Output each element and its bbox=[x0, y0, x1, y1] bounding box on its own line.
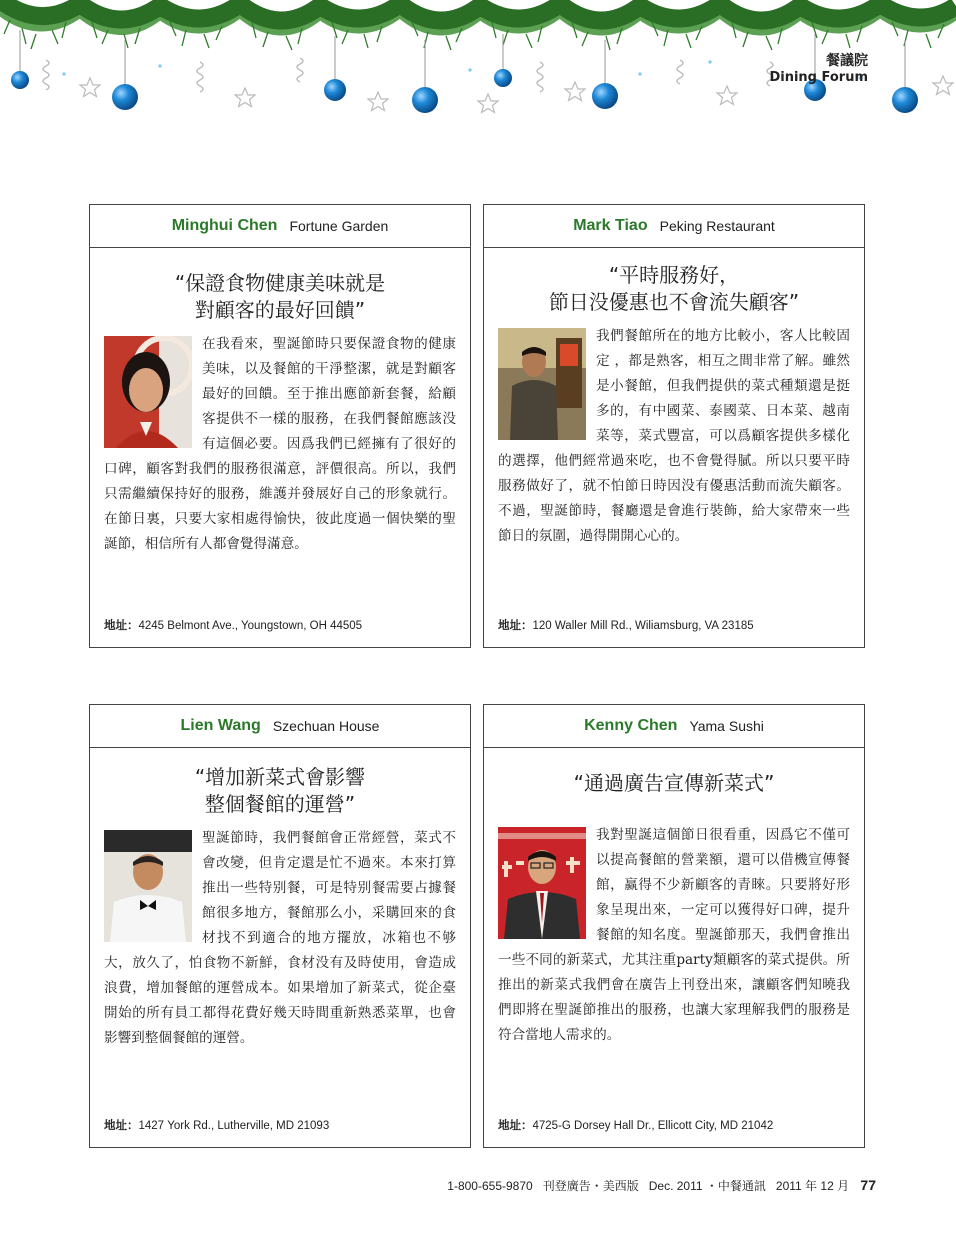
interview-body: 在我看來，聖誕節時只要保證食物的健康美味，以及餐館的干淨整潔，就是對顧客最好的回饋。至于推出應節新套餐，給顧客提供不一樣的服務，在我們餐館應該没有這個必要。因爲我們已經擁有了很好的口碑，顧客對我們的服務很滿意，評價很高。所以，我們只需繼續保持好的服務，維護并發展好自己的形象就行。在節日裏，只要大家相處得愉快，彼此度過一個快樂的聖誕節，相信所有人都會覺得滿意。 bbox=[104, 336, 456, 552]
interview-text bbox=[498, 823, 850, 1048]
footer-magazine: ・中餐通訊 bbox=[705, 1179, 766, 1193]
person-name: Mark Tiao bbox=[573, 217, 648, 234]
footer-date-zh: 2011 年 12 月 bbox=[775, 1179, 850, 1193]
card-header bbox=[90, 705, 470, 748]
quote-headline: “平時服務好， 節日没優惠也不會流失顧客” bbox=[548, 263, 800, 314]
footer-ad-text: 刊登廣告・美西版 bbox=[542, 1179, 639, 1193]
card-header bbox=[90, 205, 470, 248]
address-label: 地址： bbox=[104, 1120, 139, 1132]
quote-headline: “通過廣告宣傳新菜式” bbox=[573, 771, 775, 795]
footer-date-en: Dec. 2011 bbox=[648, 1179, 703, 1193]
restaurant-name: Yama Sushi bbox=[689, 718, 764, 734]
address-line bbox=[104, 617, 362, 633]
address-value: 1427 York Rd., Lutherville, MD 21093 bbox=[138, 1120, 330, 1132]
quote-headline: “保證食物健康美味就是 對顧客的最好回饋” bbox=[174, 271, 386, 322]
address-value: 4725-G Dorsey Hall Dr., Ellicott City, MD 21042 bbox=[532, 1120, 774, 1132]
spiral-ornaments bbox=[43, 58, 773, 92]
interview-card-lien-wang bbox=[89, 704, 471, 1148]
section-title-en: Dining Forum bbox=[769, 70, 868, 85]
restaurant-name: Fortune Garden bbox=[289, 218, 389, 234]
interview-body: 聖誕節時，我們餐館會正常經營，菜式不會改變，但肯定還是忙不過來。本來打算推出一些特别餐，可是特别餐需要占據餐館很多地方，餐館那么小，采購回來的食材找不到適合的地方擺放，冰箱也不够大，放久了，怕食物不新鮮，食材没有及時使用，會造成浪費，增加餐館的運營成本。如果增加了新菜式，從企臺開始的所有員工都得花費好幾天時間重新熟悉菜單，也會影響到整個餐館的運營。 bbox=[104, 830, 456, 1046]
card-header bbox=[484, 705, 864, 748]
card-header bbox=[484, 205, 864, 248]
address-line bbox=[498, 1117, 773, 1133]
address-line bbox=[104, 1117, 329, 1133]
address-label: 地址： bbox=[104, 620, 139, 632]
address-value: 120 Waller Mill Rd., Wiliamsburg, VA 23185 bbox=[532, 620, 754, 632]
interview-card-minghui-chen bbox=[89, 204, 471, 648]
address-line bbox=[498, 617, 754, 633]
interview-text bbox=[104, 826, 456, 1051]
portrait-photo bbox=[104, 336, 192, 448]
interview-body: 我對聖誕這個節日很看重，因爲它不僅可以提高餐館的營業額，還可以借機宣傳餐館，赢得不少新顧客的青睞。只要將好形象呈現出來，一定可以獲得好口碑，提升餐館的知名度。聖誕節那天，我們會推出一些不同的新菜式，尤其注重party類顧客的菜式提供。所推出的新菜式我們會在廣告上刊登出來，讓顧客們知曉我們即將在聖誕節推出的服務，也讓大家理解我們的服務是符合當地人需求的。 bbox=[498, 827, 850, 1043]
restaurant-name: Peking Restaurant bbox=[659, 218, 775, 234]
person-name: Kenny Chen bbox=[584, 717, 678, 734]
person-name: Lien Wang bbox=[180, 717, 261, 734]
interview-card-mark-tiao bbox=[483, 204, 865, 648]
address-value: 4245 Belmont Ave., Youngstown, OH 44505 bbox=[138, 620, 363, 632]
dots bbox=[62, 60, 861, 79]
address-label: 地址： bbox=[498, 620, 533, 632]
address-label: 地址： bbox=[498, 1120, 533, 1132]
interview-card-kenny-chen bbox=[483, 704, 865, 1148]
quote-headline: “增加新菜式會影響 整個餐館的運營” bbox=[194, 765, 366, 816]
portrait-photo bbox=[104, 830, 192, 942]
footer-phone: 1-800-655-9870 bbox=[447, 1179, 533, 1193]
restaurant-name: Szechuan House bbox=[272, 718, 380, 734]
person-name: Minghui Chen bbox=[171, 217, 278, 234]
portrait-photo bbox=[498, 328, 586, 440]
interview-text bbox=[498, 324, 850, 549]
page-number: 77 bbox=[860, 1177, 876, 1193]
section-title-zh: 餐議院 bbox=[826, 53, 868, 69]
interview-body: 我們餐館所在的地方比較小，客人比較固定 ，都是熟客，相互之間非常了解。雖然是小餐館，但我們提供的菜式種類還是挺多的，有中國菜、泰國菜、日本菜、越南菜等，菜式豐富，可以爲顧客提供多樣化的選擇，他們經常過來吃，也不會覺得膩。所以只要平時服務做好了，就不怕節日時因没有優惠活動而流失顧客。不過，聖誕節時，餐廳還是會進行裝飾，給大家帶來一些節日的氛圍，過得開開心心的。 bbox=[498, 328, 850, 544]
section-title bbox=[769, 52, 868, 86]
interview-text bbox=[104, 332, 456, 557]
page-footer bbox=[447, 1177, 876, 1194]
portrait-photo bbox=[498, 827, 586, 939]
